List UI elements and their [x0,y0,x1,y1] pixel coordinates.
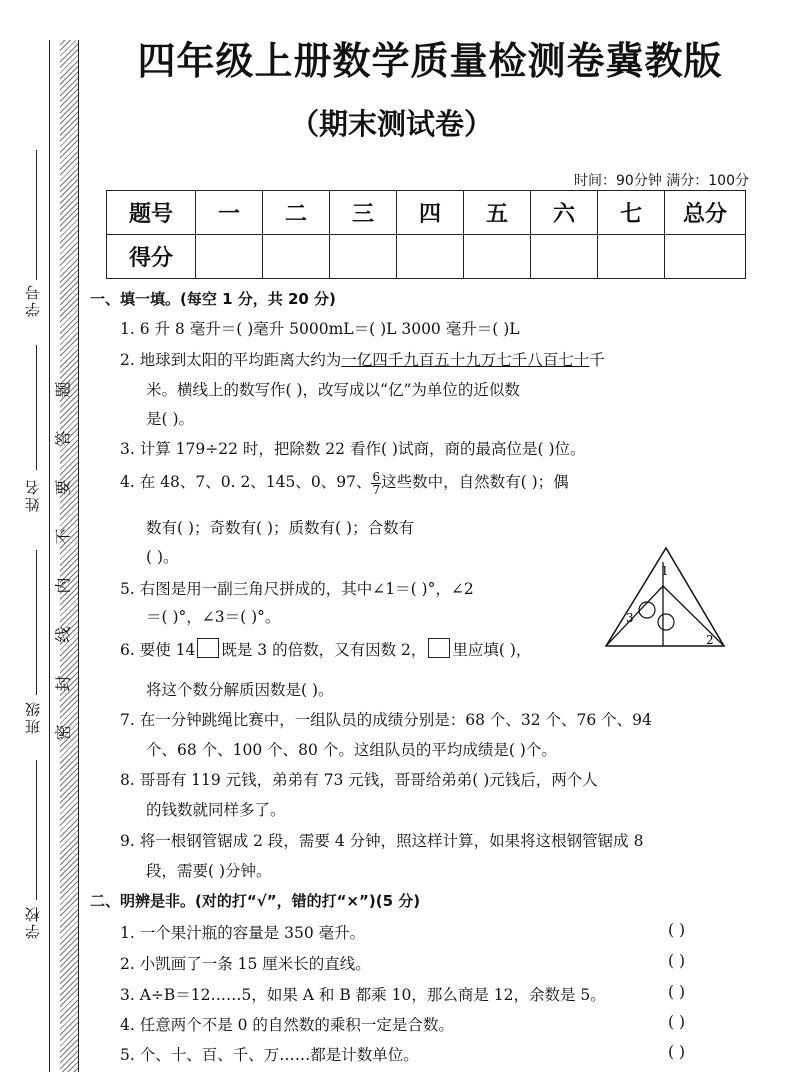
tf-item-4: 4. 任意两个不是 0 的自然数的乘积一定是合数。 [120,1016,454,1034]
score-header-cell: 六 [531,191,598,235]
question-5-line1: 5. 右图是用一副三角尺拼成的，其中∠1＝( )°，∠2 [120,580,474,598]
tf-answer-paren[interactable]: ( ) [668,1043,686,1061]
question-7-line1: 7. 在一分钟跳绳比赛中，一组队员的成绩分别是：68 个、32 个、76 个、94 [120,711,652,729]
score-header-cell: 七 [598,191,665,235]
tf-item-1: 1. 一个果汁瓶的容量是 350 毫升。 [120,924,366,942]
class-label: 班级 [24,700,42,734]
seal-char: 线 [53,626,73,643]
q4-fraction [371,471,381,496]
question-2-line2: 米。横线上的数写作( )，改写成以“亿”为单位的近似数 [146,381,520,399]
exam-title: 四年级上册数学质量检测卷冀教版 [137,39,723,83]
tf-item-3: 3. A÷B＝12……5，如果 A 和 B 都乘 10，那么商是 12，余数是 5。 [120,986,606,1004]
question-4-line3: ( )。 [146,548,179,566]
school-label: 学校 [24,905,42,939]
score-header-cell: 总分 [665,191,746,235]
tf-answer-paren[interactable]: ( ) [668,1013,686,1031]
score-cell[interactable] [196,235,263,279]
seal-char: 不 [53,528,73,545]
q2-text: 2. 地球到太阳的平均距离大约为 [120,351,342,369]
q4-text-end: 这些数中，自然数有( )；偶 [381,473,569,491]
seal-char: 答 [53,430,73,447]
question-4-line1 [120,470,569,496]
score-table [106,190,746,279]
cut-line [49,40,50,1072]
score-header-cell: 题号 [107,191,196,235]
question-6-line1 [120,638,531,660]
score-cell[interactable] [263,235,330,279]
question-2-line3: 是( )。 [146,410,195,428]
q2-underlined-number: 一亿四千九百五十九万七千八百七十 [341,351,590,369]
score-header-cell: 一 [196,191,263,235]
section1-title: 一、填一填。(每空 1 分，共 20 分) [90,290,336,308]
score-header-cell: 二 [263,191,330,235]
section2-title: 二、明辨是非。(对的打“√”，错的打“×”)(5 分) [90,892,421,910]
tf-answer-paren[interactable]: ( ) [668,983,686,1001]
q6-text-end: 里应填( )， [452,641,532,659]
score-row [107,235,746,279]
question-7-line2: 个、68 个、100 个、80 个。这组队员的平均成绩是( )个。 [146,741,557,759]
binding-margin [0,0,95,1072]
school-line [36,760,37,900]
answer-box[interactable] [428,638,450,658]
inner-line-left [606,586,663,646]
tf-item-5: 5. 个、十、百、千、万……都是计数单位。 [120,1046,419,1064]
question-3: 3. 计算 179÷22 时，把除数 22 看作( )试商，商的最高位是( )位。 [120,440,586,458]
seal-char: 密 [53,724,73,741]
angle-label-3: 3 [626,611,634,625]
tf-answer-paren[interactable]: ( ) [668,921,686,939]
triangle-ruler-figure [600,542,730,652]
q2-text-end: 千 [589,351,605,369]
angle-label-2: 2 [706,633,714,647]
seal-char: 要 [53,479,73,496]
ruler-hole [658,614,674,630]
margin-border-line [78,40,79,1072]
seal-char: 题 [53,381,73,398]
question-5-line2: ＝( )°，∠3＝( )°。 [146,608,281,626]
score-cell[interactable] [531,235,598,279]
tf-answer-paren[interactable]: ( ) [668,952,686,970]
score-header-cell: 五 [464,191,531,235]
question-8-line2: 的钱数就同样多了。 [146,801,286,819]
name-label: 姓名 [24,478,42,512]
student-id-line [36,150,37,280]
q6-text-mid: 既是 3 的倍数，又有因数 2， [221,641,427,659]
name-line [36,345,37,470]
question-6-line2: 将这个数分解质因数是( )。 [146,681,334,699]
exam-subtitle: （期末测试卷） [290,107,494,141]
score-cell[interactable] [665,235,746,279]
class-line [36,550,37,695]
score-header-cell: 三 [330,191,397,235]
fraction-numerator: 6 [372,469,381,484]
outer-triangle [606,548,724,646]
score-row-label: 得分 [107,235,196,279]
question-4-line2: 数有( )；奇数有( )；质数有( )；合数有 [146,519,415,537]
q6-text: 6. 要使 14 [120,641,196,659]
fraction-denominator: 7 [372,482,381,497]
seal-char: 内 [53,577,73,594]
score-cell[interactable] [464,235,531,279]
time-info: 时间：90分钟 满分：100分 [574,173,749,189]
score-cell[interactable] [330,235,397,279]
question-8-line1: 8. 哥哥有 119 元钱，弟弟有 73 元钱，哥哥给弟弟( )元钱后，两个人 [120,771,598,789]
angle-label-1: 1 [661,564,669,578]
q4-text: 4. 在 48、7、0. 2、145、0、97、 [120,473,372,491]
question-9-line2: 段，需要( )分钟。 [146,862,272,880]
ruler-hole [639,602,655,618]
question-9-line1: 9. 将一根钢管锯成 2 段，需要 4 分钟，照这样计算，如果将这根钢管锯成 8 [120,832,644,850]
score-header-cell: 四 [397,191,464,235]
student-id-label: 学号 [24,283,42,317]
question-1: 1. 6 升 8 毫升＝( )毫升 5000mL＝( )L 3000 毫升＝( )L [120,320,520,338]
score-header-row [107,191,746,235]
question-2-line1 [120,348,605,370]
seal-char: 封 [53,675,73,692]
score-cell[interactable] [397,235,464,279]
answer-box[interactable] [197,638,219,658]
tf-item-2: 2. 小凯画了一条 15 厘米长的直线。 [120,955,371,973]
margin-hatch [60,40,78,1072]
score-cell[interactable] [598,235,665,279]
